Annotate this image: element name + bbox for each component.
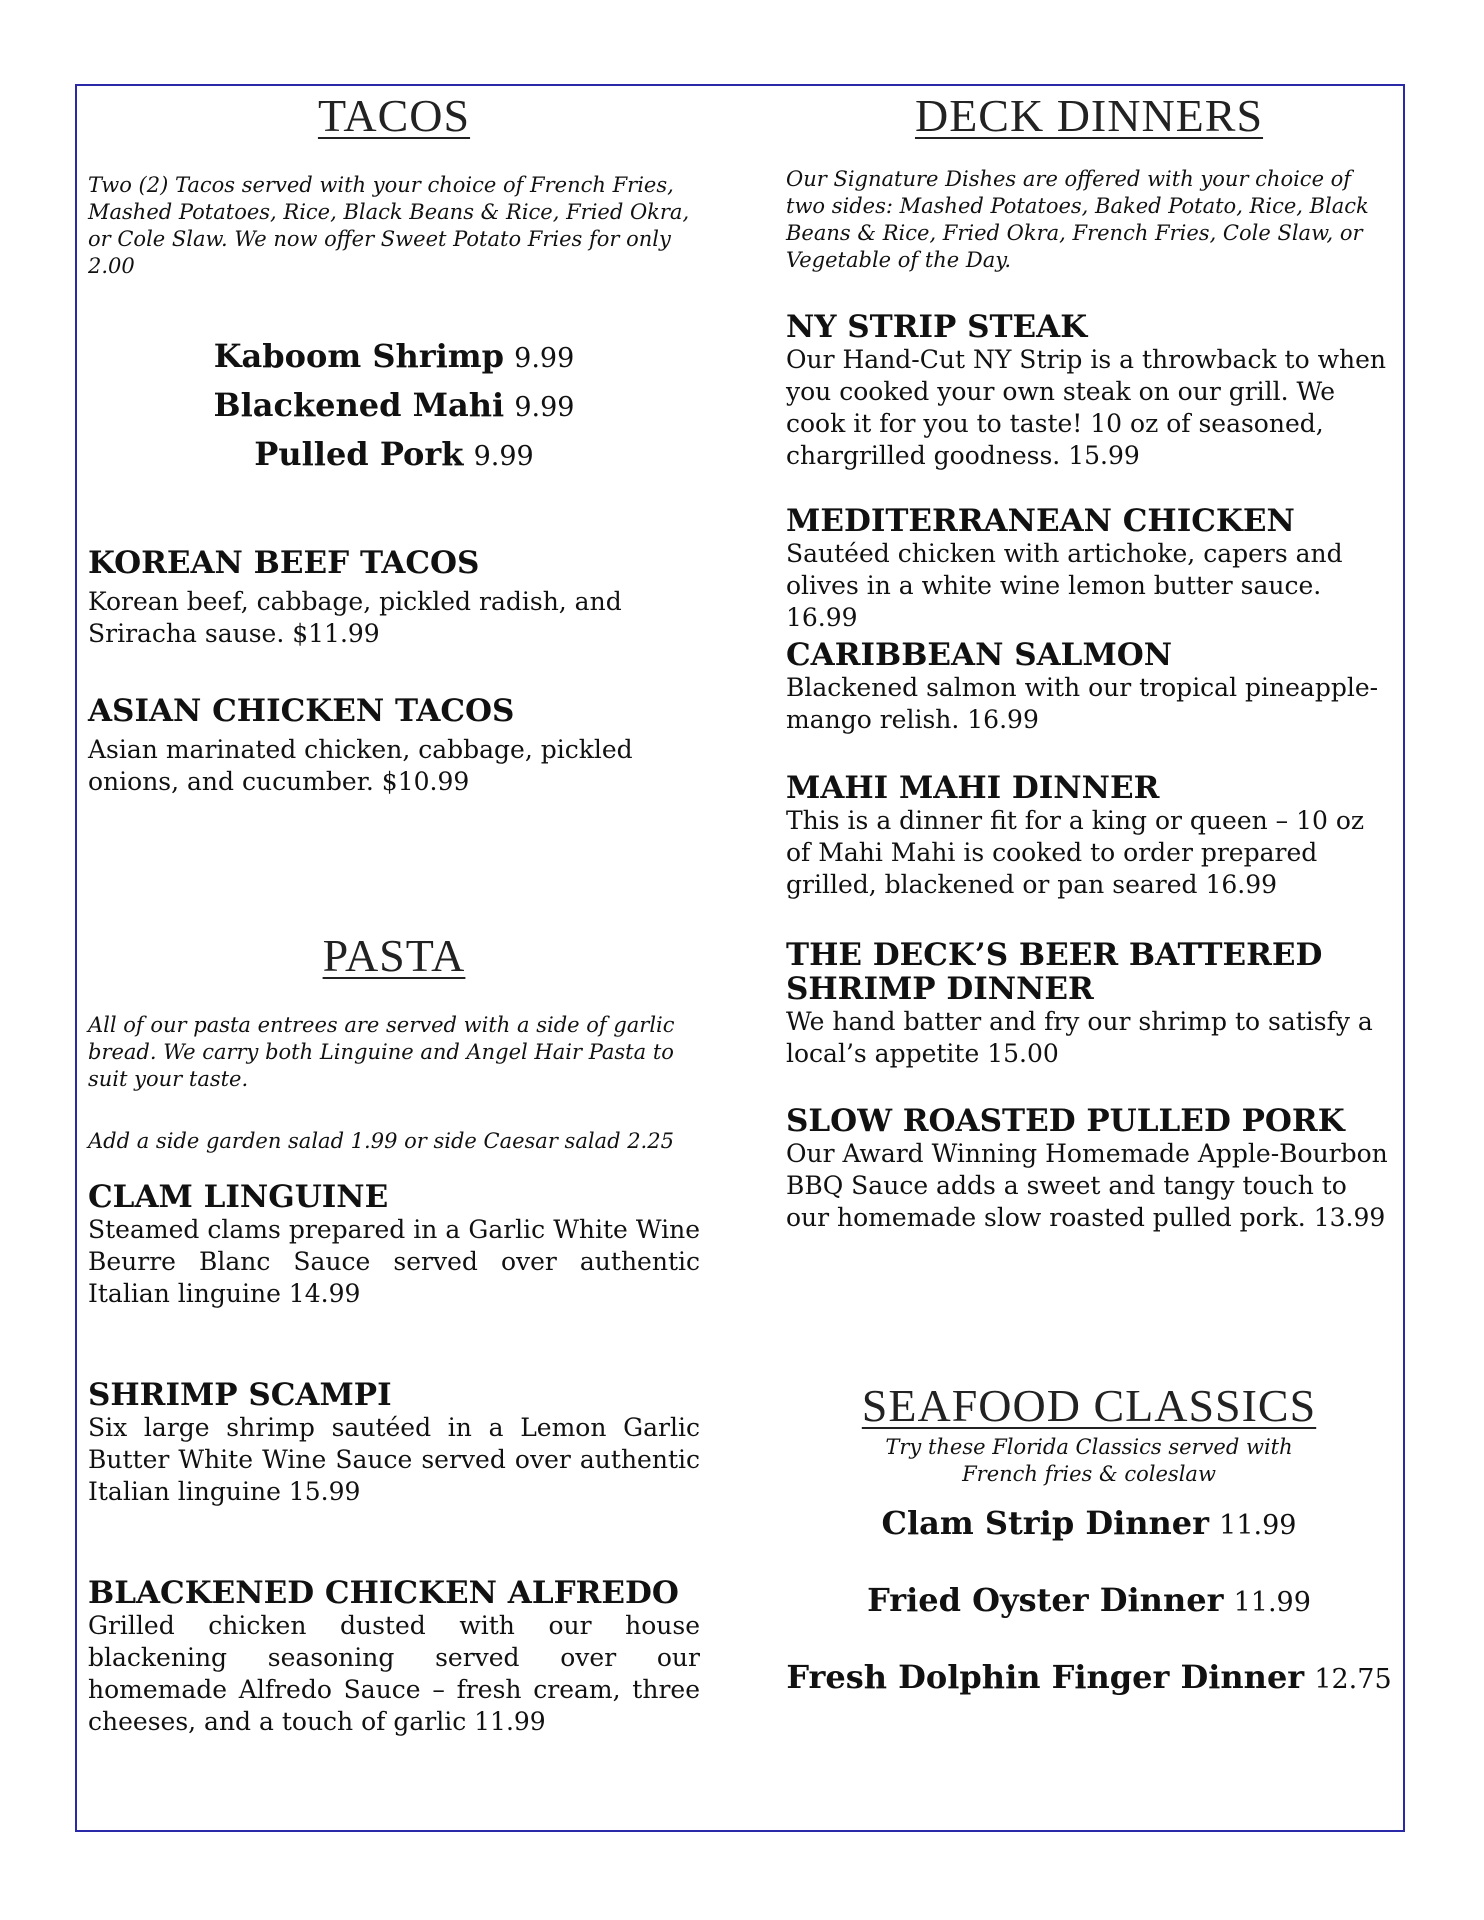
item-description: Six large shrimp sautéed in a Lemon Garlic Butter White Wine Sauce served over authentic Italian linguine 15.99 bbox=[88, 1413, 700, 1506]
menu-item bbox=[786, 1104, 1392, 1234]
intro-line: Try these Florida Classics served with bbox=[885, 1435, 1293, 1459]
seafood-simple-list bbox=[786, 1500, 1392, 1703]
item-description: Sautéed chicken with artichoke, capers and olives in a white wine lemon butter sauce. 16.99 bbox=[786, 539, 1343, 632]
item-name: CARIBBEAN SALMON bbox=[786, 637, 1173, 673]
item-description: Steamed clams prepared in a Garlic White Wine Beurre Blanc Sauce served over authentic Italian linguine 14.99 bbox=[88, 1215, 700, 1308]
item-name: KOREAN BEEF TACOS bbox=[88, 545, 480, 581]
menu-item bbox=[786, 771, 1392, 901]
menu-item bbox=[88, 1180, 700, 1310]
pasta-title: PASTA bbox=[322, 930, 466, 981]
item-name: Kaboom Shrimp bbox=[213, 337, 504, 375]
item-description: Blackened salmon with our tropical pineapple-mango relish. 16.99 bbox=[786, 673, 1379, 734]
deck-dinners-title: DECK DINNERS bbox=[914, 90, 1264, 141]
item-name: NY STRIP STEAK bbox=[786, 309, 1088, 345]
menu-item bbox=[786, 310, 1392, 472]
tacos-title: TACOS bbox=[317, 90, 471, 141]
item-name: MEDITERRANEAN CHICKEN bbox=[786, 503, 1295, 539]
item-name: SHRIMP SCAMPI bbox=[88, 1377, 392, 1413]
item-price: 9.99 bbox=[514, 343, 575, 374]
menu-item bbox=[786, 938, 1392, 1070]
tacos-intro: Two (2) Tacos served with your choice of French Fries, Mashed Potatoes, Rice, Black Beans & Rice, Fried Okra, or Cole Slaw. We now offer Sweet Potato Fries for only 2.00 bbox=[88, 173, 690, 278]
pasta-intro: All of our pasta entrees are served with a side of garlic bread. We carry both Linguine and Angel Hair Pasta to suit your taste. bbox=[88, 1013, 675, 1091]
item-name: BLACKENED CHICKEN ALFREDO bbox=[88, 1575, 679, 1611]
menu-item bbox=[786, 1577, 1392, 1626]
item-description: Our Hand-Cut NY Strip is a throwback to when you cooked your own steak on our grill. We cook it for you to taste! 10 oz of seasoned, chargrilled goodness. 15.99 bbox=[786, 345, 1386, 470]
menu-item bbox=[786, 1654, 1392, 1703]
item-description: This is a dinner fit for a king or queen – 10 oz of Mahi Mahi is cooked to order prepared grilled, blackened or pan seared 16.99 bbox=[786, 806, 1365, 899]
menu-item bbox=[88, 382, 700, 431]
item-price: 11.99 bbox=[1233, 1587, 1311, 1618]
menu-item bbox=[786, 1500, 1392, 1549]
item-name: ASIAN CHICKEN TACOS bbox=[88, 693, 515, 729]
menu-item bbox=[88, 694, 700, 798]
item-description: Grilled chicken dusted with our house blackening seasoning served over our homemade Alfredo Sauce – fresh cream, three cheeses, and a touch of garlic 11.99 bbox=[88, 1611, 700, 1736]
seafood-classics-title: SEAFOOD CLASSICS bbox=[861, 1380, 1317, 1431]
item-price: 12.75 bbox=[1314, 1664, 1392, 1695]
item-name: Blackened Mahi bbox=[213, 386, 505, 424]
menu-item bbox=[88, 333, 700, 382]
right-column bbox=[786, 88, 1392, 1828]
item-price: 9.99 bbox=[514, 392, 575, 423]
item-description: Asian marinated chicken, cabbage, pickled onions, and cucumber. $10.99 bbox=[88, 735, 633, 796]
tacos-simple-list bbox=[88, 333, 700, 480]
item-name: CLAM LINGUINE bbox=[88, 1179, 389, 1215]
menu-item bbox=[786, 638, 1392, 736]
left-column bbox=[88, 88, 700, 1828]
menu-item bbox=[88, 1378, 700, 1508]
item-name: SLOW ROASTED PULLED PORK bbox=[786, 1103, 1345, 1139]
deck-dinners-intro: Our Signature Dishes are offered with your choice of two sides: Mashed Potatoes, Baked Potato, Rice, Black Beans & Rice, Fried Okra, French Fries, Cole Slaw, or Vegetable of the Day. bbox=[786, 167, 1369, 272]
menu-item bbox=[88, 1576, 700, 1738]
menu-item bbox=[88, 431, 700, 480]
item-name: THE DECK’S BEER BATTERED SHRIMP DINNER bbox=[786, 937, 1323, 1007]
menu-item bbox=[88, 546, 700, 650]
item-name: Fried Oyster Dinner bbox=[867, 1581, 1224, 1619]
item-price: 11.99 bbox=[1219, 1510, 1297, 1541]
item-price: 9.99 bbox=[473, 441, 534, 472]
item-name: Clam Strip Dinner bbox=[881, 1504, 1209, 1542]
pasta-note: Add a side garden salad 1.99 or side Caesar salad 2.25 bbox=[88, 1129, 674, 1153]
item-description: Our Award Winning Homemade Apple-Bourbon BBQ Sauce adds a sweet and tangy touch to our homemade slow roasted pulled pork. 13.99 bbox=[786, 1139, 1388, 1232]
item-description: We hand batter and fry our shrimp to satisfy a local’s appetite 15.00 bbox=[786, 1007, 1373, 1068]
item-name: Pulled Pork bbox=[254, 435, 464, 473]
item-name: Fresh Dolphin Finger Dinner bbox=[786, 1658, 1305, 1696]
item-name: MAHI MAHI DINNER bbox=[786, 770, 1160, 806]
menu-item bbox=[786, 504, 1392, 634]
item-description: Korean beef, cabbage, pickled radish, and Sriracha sause. $11.99 bbox=[88, 587, 622, 648]
intro-line: French fries & coleslaw bbox=[962, 1462, 1216, 1486]
seafood-classics-intro bbox=[786, 1434, 1392, 1488]
